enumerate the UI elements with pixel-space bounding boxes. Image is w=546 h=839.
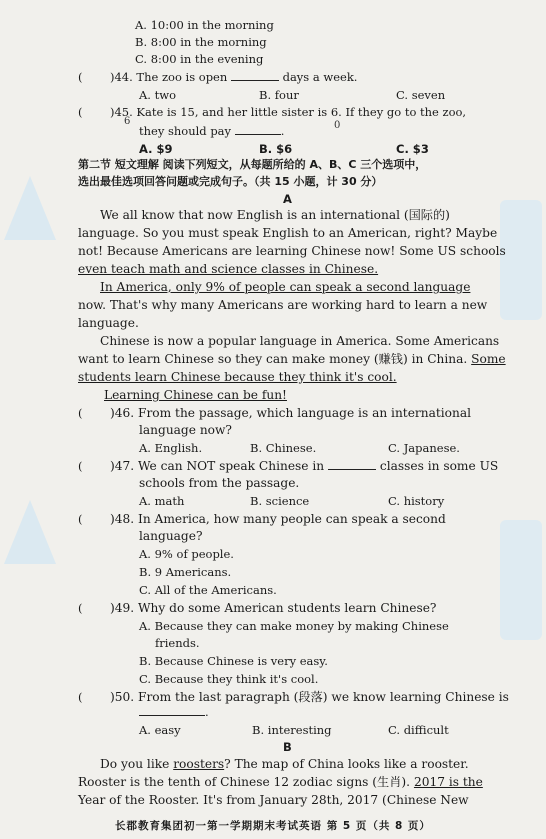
q50-line1: )50. From the last paragraph (段落) we know learning Chinese is: [110, 690, 509, 704]
passage-a-line-7: language.: [78, 316, 139, 330]
q45-line2-after: .: [280, 124, 285, 138]
passage-a-line-1: We all know that now English is an international (国际的): [100, 208, 450, 222]
q45-line1: )45. Kate is 15, and her little sister is 6. If they go to the zoo,: [110, 105, 467, 119]
passage-b-text-1: Do you like: [100, 757, 170, 771]
watermark-triangle-bottom: [4, 500, 56, 564]
q46-option-b: B. Chinese.: [250, 441, 317, 455]
q46-line1: )46. From the passage, which language is an international: [110, 406, 472, 420]
q48-option-a: A. 9% of people.: [139, 547, 234, 561]
q45-option-c: C. $3: [396, 142, 429, 156]
q45-option-a: A. $9: [139, 142, 173, 156]
q48-line1: )48. In America, how many people can speak a second: [110, 512, 446, 526]
q46-option-a: A. English.: [139, 441, 203, 455]
q44-answer-blank[interactable]: [231, 70, 279, 81]
passage-a-line-11: Learning Chinese can be fun!: [104, 388, 287, 402]
page-footer: 长郡教育集团初一第一学期期末考试英语 第 5 页（共 8 页）: [115, 820, 431, 832]
passage-a-line-2: language. So you must speak English to an American, right? Maybe: [78, 226, 498, 240]
passage-b-line-2: [78, 775, 483, 789]
passage-a-line-4: even teach math and science classes in Chinese.: [78, 262, 379, 276]
q45-option-b: B. $6: [259, 142, 293, 156]
q50-option-b: B. interesting: [252, 723, 332, 737]
q50-line2-after: .: [205, 705, 209, 719]
q44-paren: (: [78, 70, 83, 84]
q44-option-b: B. four: [259, 88, 299, 102]
q50-paren: (: [78, 690, 83, 704]
passage-b-underlined-2017: 2017 is the: [413, 775, 483, 789]
watermark-block-top: [500, 200, 542, 320]
q45-answer-blank[interactable]: [235, 124, 281, 135]
q44-option-c: C. seven: [396, 88, 446, 102]
q46-paren: (: [78, 406, 83, 420]
q44-option-a: A. two: [139, 88, 177, 102]
passage-a-line-6: now. That's why many Americans are working hard to learn a new: [78, 298, 488, 312]
question-47: [110, 459, 498, 473]
q47-line2: schools from the passage.: [139, 476, 300, 490]
q48-option-b: B. 9 Americans.: [139, 565, 232, 579]
q45-line2-before: they should pay: [139, 124, 232, 138]
q48-line2: language?: [139, 529, 203, 543]
q49-option-a-cont: friends.: [155, 636, 200, 650]
passage-b-label: B: [283, 740, 292, 754]
passage-b-text-3: Rooster is the tenth of Chinese 12 zodiac signs (生肖).: [78, 775, 411, 789]
passage-b-text-2: ? The map of China looks like a rooster.: [224, 757, 469, 771]
watermark-block-bottom: [500, 520, 542, 640]
q47-paren: (: [78, 459, 83, 473]
section-title-line1: 第二节 短文理解 阅读下列短文，从每题所给的 A、B、C 三个选项中，: [78, 158, 427, 171]
q48-paren: (: [78, 512, 83, 526]
q50-option-a: A. easy: [139, 723, 181, 737]
q48-option-c: C. All of the Americans.: [139, 583, 277, 597]
q45-paren: (: [78, 105, 83, 119]
question-44: [110, 70, 357, 84]
passage-a-underlined-phrase: In America, only 9% of people can speak a second language: [100, 280, 471, 294]
passage-a-line-10: students learn Chinese because they think it's cool.: [78, 370, 397, 384]
prev-option-a: A. 10:00 in the morning: [135, 18, 274, 32]
q46-line2: language now?: [139, 423, 232, 437]
prev-option-c: C. 8:00 in the evening: [135, 52, 264, 66]
passage-b-underlined-roosters: roosters: [173, 757, 225, 771]
q50-answer-blank[interactable]: [139, 705, 205, 716]
q49-line1: )49. Why do some American students learn Chinese?: [110, 601, 437, 615]
q46-option-c: C. Japanese.: [388, 441, 460, 455]
q45-handwritten-mark-1: 6: [124, 116, 131, 127]
passage-a-line-5: [100, 280, 470, 294]
question-45-line2: [139, 124, 284, 138]
q49-option-c: C. Because they think it's cool.: [139, 672, 319, 686]
passage-a-line-9: [78, 352, 506, 366]
q47-line1-after: classes in some US: [379, 459, 499, 473]
passage-a-label: A: [283, 192, 292, 206]
watermark-triangle-top: [4, 176, 56, 240]
passage-b-line-1: [100, 757, 469, 771]
passage-a-line-3: not! Because Americans are learning Chinese now! Some US schools: [78, 244, 506, 258]
q45-handwritten-mark-2: 0: [334, 120, 341, 131]
passage-b-line-3: Year of the Rooster. It's from January 28th, 2017 (Chinese New: [78, 793, 469, 807]
q49-option-a: A. Because they can make money by making Chinese: [139, 619, 449, 633]
passage-a-line-9-text: want to learn Chinese so they can make money (赚钱) in China.: [78, 352, 468, 366]
q47-option-b: B. science: [250, 494, 310, 508]
q47-option-c: C. history: [388, 494, 445, 508]
passage-a-line-8: Chinese is now a popular language in America. Some Americans: [100, 334, 500, 348]
section-title-line2: 选出最佳选项回答问题或完成句子。（共 15 小题，计 30 分）: [78, 175, 383, 188]
q49-paren: (: [78, 601, 83, 615]
q47-line1-before: )47. We can NOT speak Chinese in: [110, 459, 325, 473]
q49-option-b: B. Because Chinese is very easy.: [139, 654, 328, 668]
q47-option-a: A. math: [139, 494, 185, 508]
passage-a-line-9-underlined: Some: [471, 352, 506, 366]
q44-stem-after: days a week.: [282, 70, 358, 84]
q50-line2: [139, 705, 209, 719]
q50-option-c: C. difficult: [388, 723, 449, 737]
q44-stem-before: )44. The zoo is open: [110, 70, 228, 84]
prev-option-b: B. 8:00 in the morning: [135, 35, 267, 49]
q47-answer-blank[interactable]: [328, 459, 376, 470]
